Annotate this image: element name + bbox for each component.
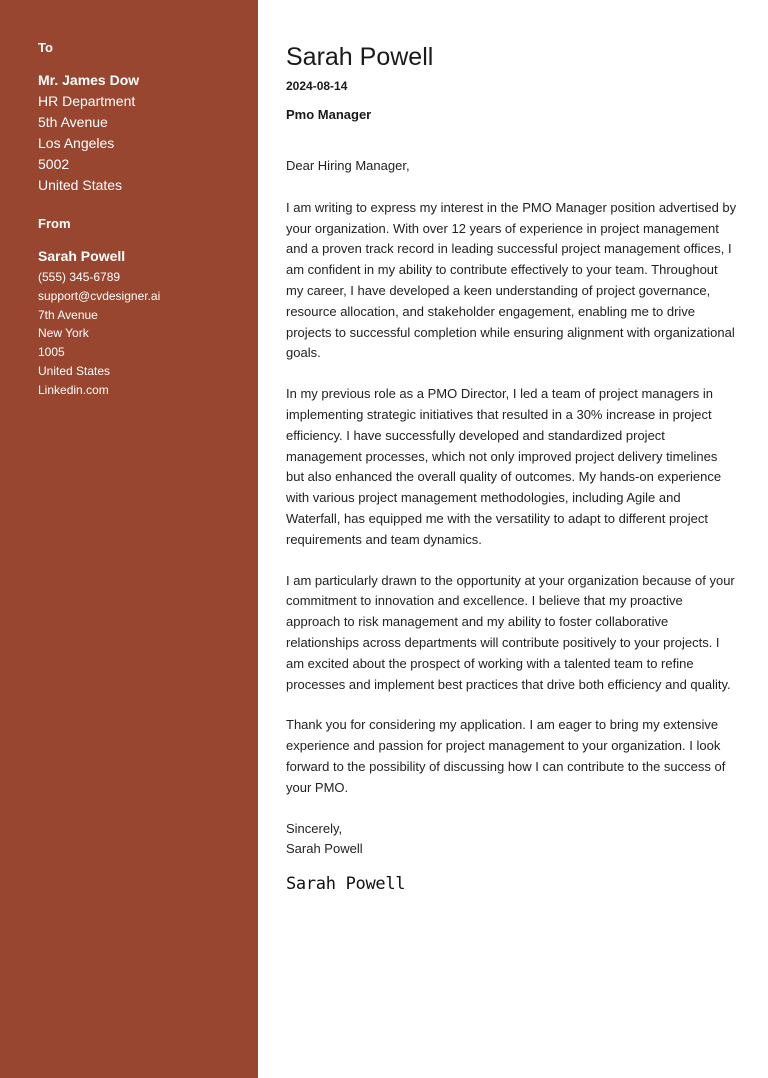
recipient-postcode: 5002 xyxy=(38,156,70,172)
sender-email: support@cvdesigner.ai xyxy=(38,288,161,303)
job-title: Pmo Manager xyxy=(286,107,372,122)
sender-phone: (555) 345-6789 xyxy=(38,270,121,284)
applicant-name: Sarah Powell xyxy=(286,43,434,71)
paragraph-intro: I am writing to express my interest in the PMO Manager position advertised by your organization. With over 12 years of experience in project management and a proven track record in leading successful project management offices, I am confident in my ability to contribute effectively to your team. Throughout my career, I have developed a keen understanding of project governance, resource allocation, and stakeholder engagement, enabling me to drive projects to successful completion while ensuring alignment with organizational goals. xyxy=(286,199,737,361)
sender-name: Sarah Powell xyxy=(38,248,126,264)
salutation: Dear Hiring Manager, xyxy=(286,158,410,173)
closing-name: Sarah Powell xyxy=(286,840,363,856)
recipient-country: United States xyxy=(38,177,123,193)
recipient-street: 5th Avenue xyxy=(38,114,108,130)
recipient-department: HR Department xyxy=(38,93,136,109)
sidebar xyxy=(0,0,258,1078)
sender-postcode: 1005 xyxy=(38,345,65,360)
paragraph-experience: In my previous role as a PMO Director, I led a team of project managers in implementing strategic initiatives that resulted in a 30% increase in project efficiency. I have successfully developed and standardized project management processes, which not only improved project delivery timelines but also enhanced the overall quality of outcomes. My hands-on experience with various project management methodologies, including Agile and Waterfall, has equipped me with the versatility to adapt to different project requirements and team dynamics. xyxy=(286,386,722,547)
paragraph-motivation: I am particularly drawn to the opportunity at your organization because of your commitment to innovation and excellence. I believe that my proactive approach to risk management and my ability to foster collaborative relationships across departments will contribute positively to your projects. I am excited about the prospect of working with a talented team to refine processes and implement best practices that drive both efficiency and quality. xyxy=(286,572,735,692)
signature: Sarah Powell xyxy=(286,873,406,894)
to-heading: To xyxy=(38,40,53,55)
letter-body xyxy=(258,0,768,1078)
paragraph-closing: Thank you for considering my application. I am eager to bring my extensive experience and passion for project management to your organization. I look forward to the possibility of discussing how I can contribute to the success of your PMO. xyxy=(286,717,726,795)
sender-city: New York xyxy=(38,326,89,341)
sender-street: 7th Avenue xyxy=(38,307,98,322)
sender-country: United States xyxy=(38,363,111,378)
sender-linkedin: Linkedin.com xyxy=(38,382,109,397)
closing-phrase: Sincerely, xyxy=(286,820,343,836)
from-heading: From xyxy=(38,216,71,231)
recipient-name: Mr. James Dow xyxy=(38,72,140,88)
recipient-city: Los Angeles xyxy=(38,135,115,151)
letter-date: 2024-08-14 xyxy=(286,79,348,93)
